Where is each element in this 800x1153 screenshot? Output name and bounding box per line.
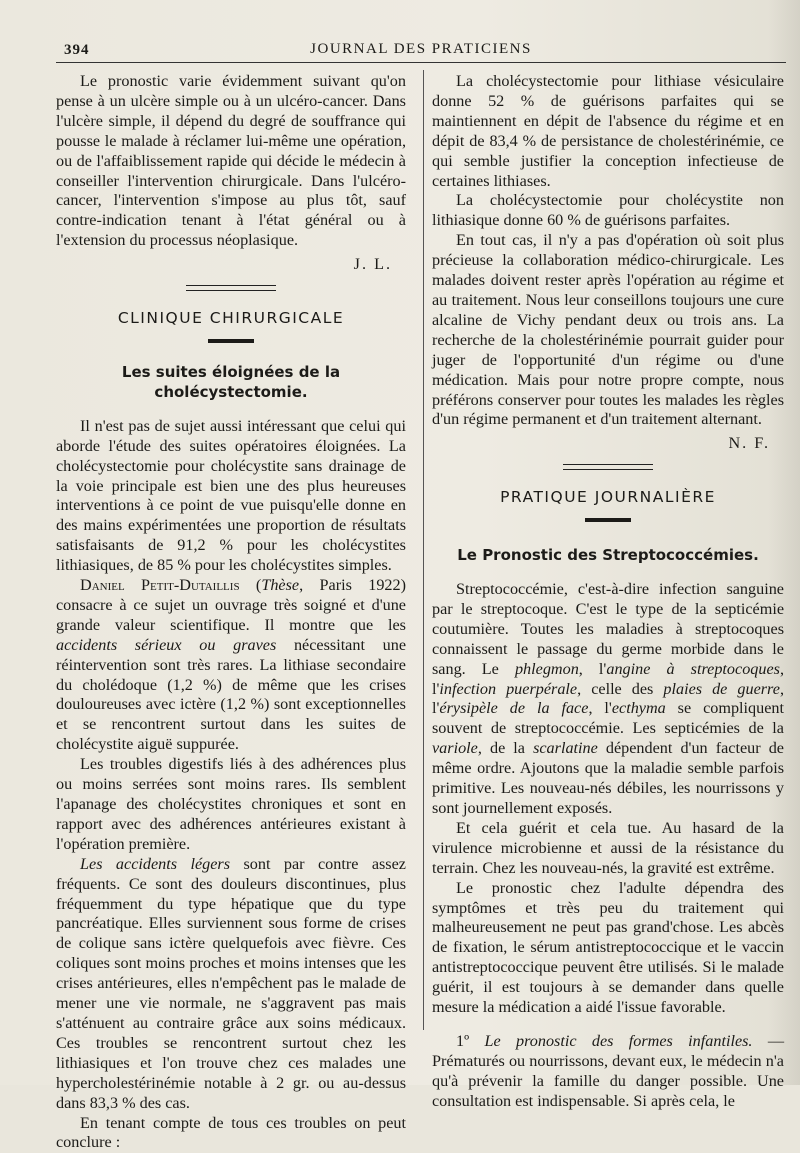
text-run: se compliquent souvent de streptococcémie. Les septicémies de la: [432, 699, 784, 737]
these-italic: Thèse: [261, 576, 299, 594]
text-run: , de la: [478, 739, 533, 757]
text-run: , l': [579, 660, 607, 678]
paragraph-accidents-legers: [56, 855, 406, 1114]
text-run: — Prématurés ou nourrissons, devant eux, le médecin n'a qu'à prévenir la famille du danger possible. Une consultation est indispensable. Si après cela, le: [432, 1032, 784, 1110]
thick-rule: [208, 339, 254, 343]
paragraph-pronostic-adulte: Le pronostic chez l'adulte dépendra des symptômes et très peu du traitement qui malheureusement ne peut pas grand'chose. Les abcès de fixation, le sérum antistreptococcique et le vaccin antistreptococcique peuvent être utilisés. Si le malade guérit, il est toujours à se demander dans quelle mesure la médication a aidé l'issue favorable.: [432, 879, 784, 1018]
italic-term: infection puerpérale: [439, 680, 577, 698]
signature-nf: N. F.: [432, 434, 770, 454]
paragraph-troubles-digestifs: Les troubles digestifs liés à des adhérences plus ou moins serrées sont moins rares. Ils semblent l'apanage des cholécystites chroniques et sont en rapport avec des adhérences antérieures existant à l'opération première.: [56, 755, 406, 855]
text-run: nécessitant une réintervention sont très rares. La lithiase secondaire du cholédoque (1,2 %) de même que les crises douloureuses avec ictère (1,2 %) sont exceptionnelles et se rencontrent surtout dans les suites de cholécystite aiguë suppurée.: [56, 636, 406, 754]
signature-jl: J. L.: [56, 255, 392, 275]
double-rule: [563, 464, 653, 470]
page-header: [56, 38, 786, 62]
italic-term: ecthyma: [612, 699, 666, 717]
text-run: , l': [588, 699, 611, 717]
left-column: [56, 72, 406, 1153]
text-run: , l': [432, 680, 784, 718]
paragraph-petit-dutaillis: [56, 576, 406, 755]
italic-term: phlegmon: [515, 660, 579, 678]
text-run: dépendent d'un facteur de même ordre. Ajoutons que la maladie semble parfois primitive. Les nouveau-nés débiles, les nourrissons y sont journellement exposés.: [432, 739, 784, 817]
text-run: sont par contre assez fréquents. Ce sont des douleurs discontinues, plus fréquemment du type hépatique que du type pancréatique. Elles surviennent sous forme de crises de colique sans ictère quelquefois avec fièvre. Ces coliques sont moins proches et moins intenses que les crises antérieures, elles n'empêchent pas le malade de mener une vie normale, ne s'aggravent pas mais s'atténuent au contraire grâce aux soins médicaux. Ces troubles se rencontrent surtout chez les lithiasiques et l'on trouve chez ces malades une hypercholestérinémie notable à 2 gr. ou au-dessus dans 83,3 % des cas.: [56, 855, 406, 1112]
paragraph-collaboration: En tout cas, il n'y a pas d'opération où soit plus précieuse la collaboration médico-chirurgicale. Les malades doivent rester après l'opération au régime et au traitement. Nous leur conseillons toujours une cure alcaline de Vichy pendant deux ou trois ans. La recherche de la cholestérinémie pourrait guider pour juger de l'opportunité d'un régime ou d'une médication. Mais pour notre propre compte, nous préférons conserver pour toutes les malades les règles d'un régime permanent et d'un traitement alternant.: [432, 231, 784, 430]
formes-infantiles-italic: Le pronostic des formes infantiles.: [484, 1032, 752, 1050]
section-title-clinique: CLINIQUE CHIRURGICALE: [56, 309, 406, 329]
paragraph-pronostic-ulcere: Le pronostic varie évidemment suivant qu'on pense à un ulcère simple ou à un ulcéro-cancer. Dans l'ulcère simple, il dépend du degré de souffrance qui pousse le malade à réclamer lui-même une opération, ou de l'affaiblissement rapide qui décide le médecin à conseiller l'intervention chirurgicale. Dans l'ulcéro-cancer, l'intervention s'impose au plus tôt, sauf contre-indication tenant à l'état général ou à l'extension du processus néoplasique.: [56, 72, 406, 251]
text-run: 1º: [456, 1032, 484, 1050]
paragraph-streptococcemie: [432, 580, 784, 819]
paragraph-intro: Il n'est pas de sujet aussi intéressant que celui qui aborde l'étude des suites opératoires éloignées. La cholécystectomie pour cholécystite sans drainage de la voie principale est bien une des plus heureuses interventions à ce point de vue puisqu'elle donne en des mains expérimentées une proportion de résultats satisfaisants de 91,2 % pour les cholécystites lithiasiques, de 85 % pour les cholécystites simples.: [56, 417, 406, 576]
paragraph-guerit-tue: Et cela guérit et cela tue. Au hasard de la virulence microbienne et aussi de la résistance du terrain. Chez les nouveau-nés, la gravité est extrême.: [432, 819, 784, 879]
thick-rule: [585, 518, 631, 522]
italic-term: scarlatine: [533, 739, 598, 757]
text-run: , Paris 1922) consacre à ce sujet un ouvrage très soigné et d'une grande valeur scientifique. Il montre que les: [56, 576, 406, 634]
section-title-pratique: PRATIQUE JOURNALIÈRE: [432, 488, 784, 508]
text-run: (: [240, 576, 262, 594]
text-run: , celle des: [577, 680, 663, 698]
page-number: 394: [64, 42, 90, 59]
accidents-italic: accidents sérieux ou graves: [56, 636, 276, 654]
running-title: JOURNAL DES PRATICIENS: [56, 41, 786, 58]
author-name: Daniel Petit-Dutaillis: [80, 576, 240, 594]
text-run: , l': [432, 660, 784, 698]
italic-term: plaies de guerre: [663, 680, 780, 698]
paragraph-non-lithiasique: La cholécystectomie pour cholécystite non lithiasique donne 60 % de guérisons parfaites.: [432, 191, 784, 231]
italic-term: érysipèle de la face: [439, 699, 588, 717]
article-title-cholecystectomie: Les suites éloignées de la cholécystectomie.: [56, 363, 406, 403]
paragraph-formes-infantiles: [432, 1032, 784, 1112]
italic-term: angine à streptocoques: [606, 660, 780, 678]
italic-term: variole: [432, 739, 478, 757]
article-title-streptococcemies: Le Pronostic des Streptococcémies.: [432, 546, 784, 566]
header-rule: [56, 62, 786, 63]
accidents-legers-italic: Les accidents légers: [80, 855, 230, 873]
paragraph-conclure: En tenant compte de tous ces troubles on peut conclure :: [56, 1114, 406, 1153]
paragraph-lithiase-vesiculaire: La cholécystectomie pour lithiase vésiculaire donne 52 % de guérisons parfaites qui se maintiennent en dépit de l'absence du régime et en dépit de 83,4 % de persistance de cholestérinémie, ce qui semble justifier la conception infectieuse de certaines lithiases.: [432, 72, 784, 191]
text-run: Streptococcémie, c'est-à-dire infection sanguine par le streptocoque. C'est le type de la septicémie coutumière. Toutes les maladies à streptocoques connaissent le passage du germe morbide dans le sang. Le: [432, 580, 784, 678]
column-divider: [423, 70, 424, 1030]
double-rule: [186, 285, 276, 291]
right-column: [432, 72, 784, 1112]
